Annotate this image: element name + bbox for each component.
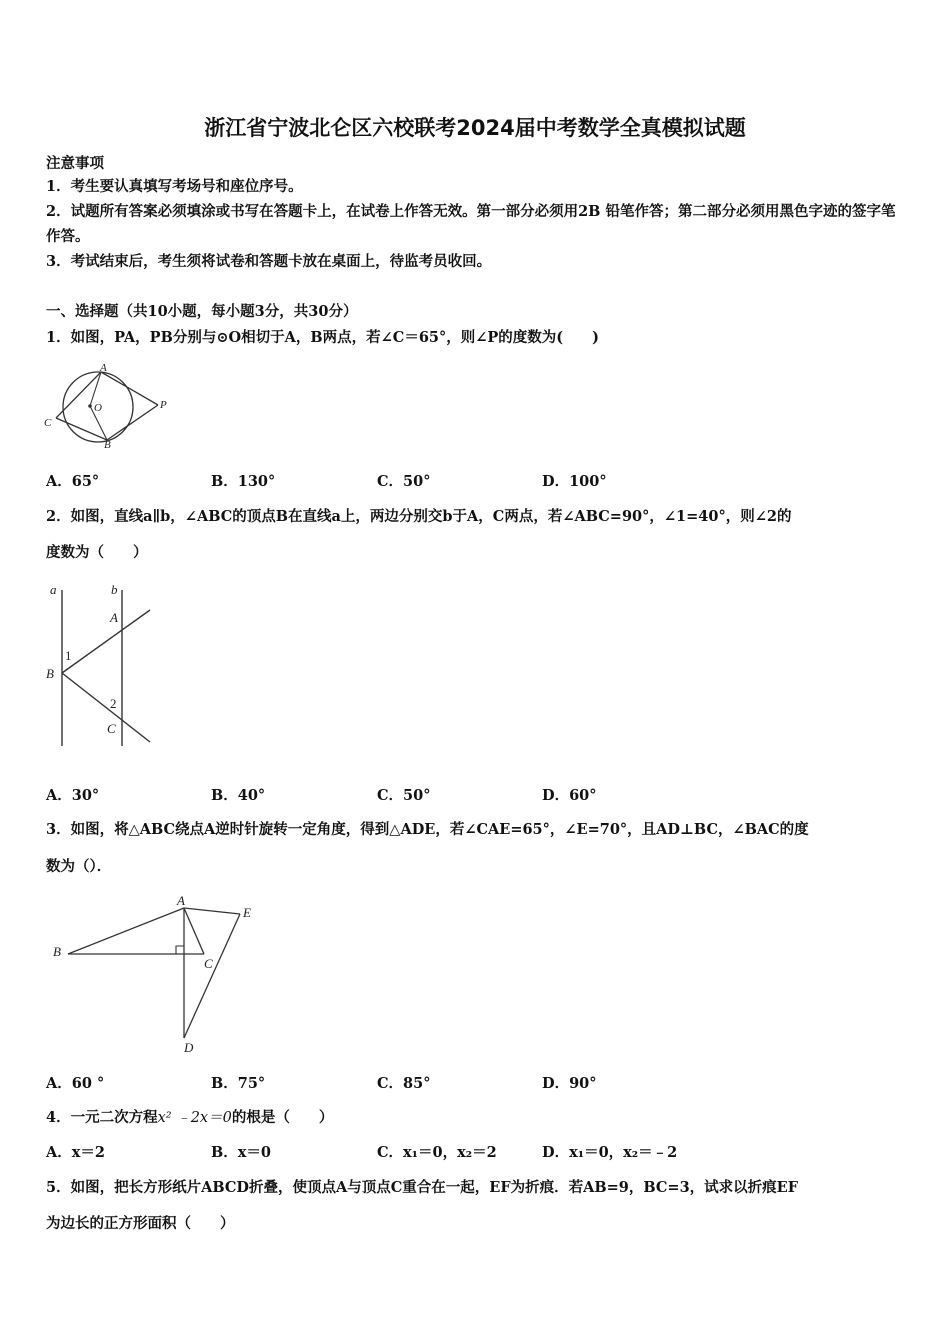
question-2-stem-line1: 2．如图，直线a∥b，∠ABC的顶点B在直线a上，两边分别交b于A，C两点，若∠ABC=90°，∠1=40°，则∠2的: [46, 508, 792, 525]
question-4-stem-prefix: 4．一元二次方程: [46, 1109, 158, 1126]
section-heading: 一、选择题（共10小题，每小题3分，共30分）: [46, 303, 358, 320]
label-o: O: [94, 402, 102, 414]
q1-option-c: C．50°: [377, 473, 431, 490]
question-4-stem-suffix: 的根是（ ）: [231, 1109, 334, 1126]
label-e: E: [243, 905, 251, 920]
question-5-stem-line2: 为边长的正方形面积（ ）: [46, 1215, 235, 1232]
label-c: C: [44, 417, 52, 429]
label-a: A: [177, 893, 185, 908]
ray-bc: [62, 673, 150, 742]
label-line-b: b: [111, 582, 118, 597]
question-3-figure: [44, 888, 270, 1058]
q3-option-a: A．60 °: [46, 1075, 105, 1092]
label-p: P: [160, 399, 167, 411]
q2-option-c: C．50°: [377, 787, 431, 804]
q3-option-c: C．85°: [377, 1075, 431, 1092]
q4-option-b: B．x＝0: [211, 1144, 271, 1161]
segment-ab: [68, 908, 184, 954]
q4-option-a: A．x＝2: [46, 1144, 105, 1161]
q3-option-b: B．75°: [211, 1075, 266, 1092]
label-c: C: [204, 956, 213, 971]
label-point-a: A: [110, 610, 118, 625]
q4-option-c: C．x₁＝0，x₂＝2: [377, 1144, 497, 1161]
question-5-stem-line1: 5．如图，把长方形纸片ABCD折叠，使顶点A与顶点C重合在一起，EF为折痕．若AB=9，BC=3，试求以折痕EF: [46, 1179, 799, 1196]
question-3-stem-line2: 数为（）．: [46, 858, 112, 875]
label-d: D: [184, 1040, 194, 1055]
tangent-pa: [101, 372, 158, 405]
q1-option-d: D．100°: [542, 473, 607, 490]
label-angle-2: 2: [110, 696, 117, 711]
segment-ae: [184, 908, 240, 914]
q2-option-a: A．30°: [46, 787, 100, 804]
right-angle-mark: [176, 946, 184, 954]
label-point-b: B: [46, 666, 54, 681]
segment-ed: [184, 914, 240, 1038]
question-2-figure: [44, 580, 156, 760]
page-title: 浙江省宁波北仑区六校联考2024届中考数学全真模拟试题: [204, 116, 746, 140]
ray-ba: [62, 610, 150, 673]
question-4-equation: x² ﹣2x＝0: [157, 1110, 232, 1126]
center-point: [88, 404, 92, 408]
notice-item-2: 2．试题所有答案必须填涂或书写在答题卡上，在试卷上作答无效。第一部分必须用2B 铅笔作答；第二部分必须用黑色字迹的签字笔作答。: [46, 203, 896, 245]
chord-cb: [56, 418, 107, 440]
question-1-stem: 1．如图，PA，PB分别与⊙O相切于A，B两点，若∠C＝65°，则∠P的度数为( ): [46, 329, 600, 346]
label-line-a: a: [50, 582, 57, 597]
q3-option-d: D．90°: [542, 1075, 597, 1092]
segment-ac: [184, 908, 204, 954]
notice-item-1: 1．考生要认真填写考场号和座位序号。: [46, 178, 303, 195]
question-4-stem: [46, 1106, 333, 1127]
question-1-figure: [44, 362, 180, 450]
label-b: B: [104, 439, 111, 450]
label-point-c: C: [107, 721, 116, 736]
question-3-stem-line1: 3．如图，将△ABC绕点A逆时针旋转一定角度，得到△ADE，若∠CAE=65°，∠E=70°，且AD⊥BC，∠BAC的度: [46, 821, 809, 838]
q1-option-a: A．65°: [46, 473, 100, 490]
label-a: A: [100, 362, 107, 374]
label-angle-1: 1: [65, 648, 72, 663]
q1-option-b: B．130°: [211, 473, 276, 490]
label-b: B: [53, 944, 61, 959]
question-2-stem-line2: 度数为（ ）: [46, 544, 148, 561]
notice-heading: 注意事项: [46, 155, 104, 172]
notice-item-3: 3．考试结束后，考生须将试卷和答题卡放在桌面上，待监考员收回。: [46, 253, 492, 270]
q2-option-d: D．60°: [542, 787, 597, 804]
q2-option-b: B．40°: [211, 787, 266, 804]
q4-option-d: D．x₁＝0，x₂＝﹣2: [542, 1144, 678, 1161]
